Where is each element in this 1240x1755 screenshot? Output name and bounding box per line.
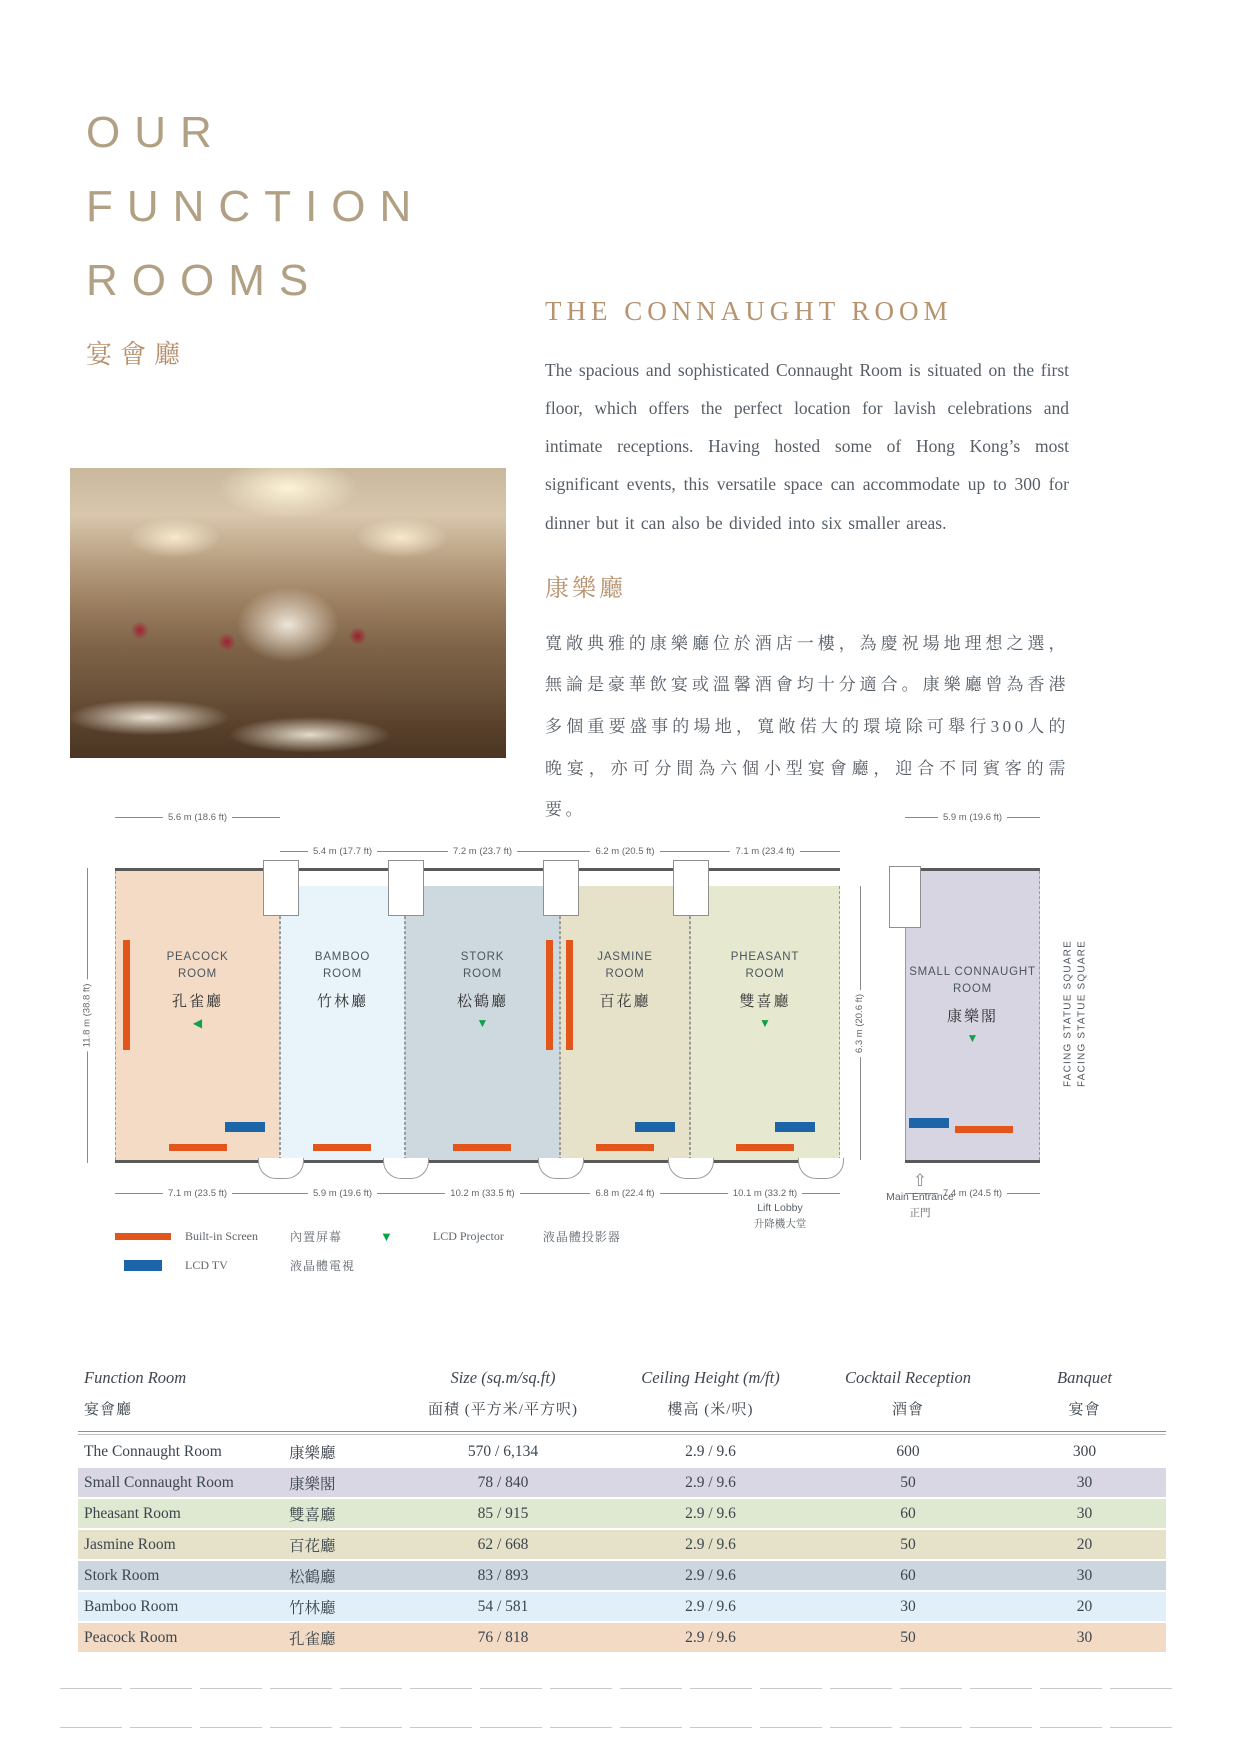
- built-in-screen-marker: [546, 940, 553, 1050]
- room-jasmine-name-zh: 百花廳: [599, 993, 651, 1010]
- banquet-hall-photo: [70, 468, 506, 758]
- table-row: Small Connaught Room 康樂閣 78 / 840 2.9 / 9.6 50 30: [78, 1468, 1166, 1497]
- room-jasmine: [560, 886, 690, 1160]
- lcd-projector-icon: ▼: [476, 1015, 489, 1030]
- dim-top-peacock: 5.6 m (18.6 ft): [115, 812, 280, 823]
- built-in-screen-swatch: [115, 1233, 171, 1240]
- lcd-projector-icon: ▼: [759, 1015, 771, 1030]
- room-stork-name: STORK ROOM: [460, 951, 505, 981]
- dim-bottom-stork: 10.2 m (33.5 ft): [405, 1188, 560, 1199]
- table-row: Pheasant Room 雙喜廳 85 / 915 2.9 / 9.6 60 30: [78, 1499, 1166, 1528]
- wall-bottom-small-connaught: [905, 1160, 1040, 1163]
- room-pheasant-name: PHEASANT ROOM: [730, 951, 800, 981]
- room-pheasant: [690, 886, 840, 1160]
- dim-bottom-jasmine: 6.8 m (22.4 ft): [560, 1188, 690, 1199]
- door-opening: [798, 1158, 844, 1179]
- built-in-screen-marker: [453, 1144, 511, 1151]
- lcd-tv-swatch: [124, 1260, 162, 1271]
- table-row: The Connaught Room 康樂廳 570 / 6,134 2.9 / 9.6 600 300: [78, 1437, 1166, 1466]
- legend-built-in-screen: Built-in Screen 內置屏幕: [115, 1228, 355, 1245]
- legend-projector: ▼ LCD Projector 液晶體投影器: [380, 1229, 621, 1244]
- room-peacock-name: PEACOCK ROOM: [166, 951, 229, 981]
- header-ceiling-height: Ceiling Height (m/ft): [641, 1368, 780, 1387]
- lift-lobby-label: Lift Lobby 升降機大堂: [753, 1202, 807, 1231]
- built-in-screen-marker: [169, 1144, 227, 1151]
- room-small-connaught: [905, 871, 1040, 1160]
- connaught-section: [545, 296, 1069, 831]
- wall-bottom-main: [115, 1160, 840, 1163]
- title-line-3: ROOMS: [86, 256, 323, 305]
- table-row: Jasmine Room 百花廳 62 / 668 2.9 / 9.6 50 20: [78, 1530, 1166, 1559]
- built-in-screen-marker: [955, 1126, 1013, 1133]
- door-pillar: [388, 860, 424, 916]
- section-body-en: The spacious and sophisticated Connaught Room is situated on the first floor, which offers the perfect location for lavish celebrations and intimate receptions. Having hosted some of Hong Kong’s most significant events, this versatile space can accommodate up to 300 for dinner but it can also be divided into six smaller areas.: [545, 360, 1069, 533]
- door-opening: [258, 1158, 304, 1179]
- lcd-tv-marker: [635, 1122, 675, 1132]
- lcd-projector-icon: ▼: [966, 1030, 979, 1045]
- dim-top-pheasant: 7.1 m (23.4 ft): [690, 846, 840, 857]
- footer-rule: [60, 1727, 1180, 1728]
- floor-plan: [75, 800, 1170, 1280]
- door-pillar: [263, 860, 299, 916]
- main-entrance: [865, 1172, 975, 1222]
- dim-top-stork: 7.2 m (23.7 ft): [405, 846, 560, 857]
- built-in-screen-marker: [566, 940, 573, 1050]
- built-in-screen-marker: [596, 1144, 654, 1151]
- dim-top-bamboo: 5.4 m (17.7 ft): [280, 846, 405, 857]
- main-entrance-arrow-icon: ⇧: [912, 1171, 928, 1190]
- lcd-projector-icon: ◀: [192, 1015, 203, 1030]
- lcd-tv-marker: [225, 1122, 265, 1132]
- door-pillar: [673, 860, 709, 916]
- room-small-connaught-name: SMALL CONNAUGHT ROOM: [909, 966, 1036, 996]
- legend: [115, 1228, 355, 1286]
- main-entrance-label: Main Entrance 正門: [886, 1191, 954, 1220]
- table-header-divider: [78, 1431, 1166, 1435]
- dim-bottom-bamboo: 5.9 m (19.6 ft): [280, 1188, 405, 1199]
- room-peacock-name-zh: 孔雀廳: [171, 993, 223, 1010]
- dim-bottom-pheasant: 10.1 m (33.2 ft): [690, 1188, 840, 1199]
- title-line-2: FUNCTION: [86, 182, 426, 231]
- table-header: Function Room 宴會廳 Size (sq.m/sq.ft) 面積 (平方米/平方呎) Ceiling Height (m/ft) 樓高 (米/呎) Cocktail Reception 酒會 Banquet 宴會: [78, 1368, 1166, 1419]
- built-in-screen-marker: [313, 1144, 371, 1151]
- table-row: Peacock Room 孔雀廳 76 / 818 2.9 / 9.6 50 30: [78, 1623, 1166, 1652]
- function-room-table: [78, 1368, 1166, 1652]
- header-cocktail: Cocktail Reception: [845, 1368, 971, 1387]
- built-in-screen-marker: [123, 940, 130, 1050]
- facing-statue-square-label: FACING STATUE SQUARE FACING STATUE SQUARE: [1062, 940, 1087, 1087]
- door-opening: [538, 1158, 584, 1179]
- room-pheasant-name-zh: 雙喜廳: [739, 993, 791, 1010]
- page-title: [86, 96, 425, 371]
- room-bamboo: [280, 886, 405, 1160]
- dim-top-small-connaught: 5.9 m (19.6 ft): [905, 812, 1040, 823]
- room-jasmine-name: JASMINE ROOM: [597, 951, 653, 981]
- section-body-zh: 寬敞典雅的康樂廳位於酒店一樓，為慶祝場地理想之選，無論是豪華飲宴或溫馨酒會均十分適合。康樂廳曾為香港多個重要盛事的場地，寬敞偌大的環境除可舉行300人的晚宴，亦可分間為六個小型宴會廳，迎合不同賓客的需要。: [545, 633, 1069, 820]
- footer-rule: [60, 1688, 1180, 1689]
- room-bamboo-name-zh: 竹林廳: [316, 993, 368, 1010]
- built-in-screen-marker: [736, 1144, 794, 1151]
- title-chinese: 宴會廳: [86, 340, 189, 369]
- header-banquet: Banquet: [1057, 1368, 1112, 1387]
- room-stork-name-zh: 松鶴廳: [456, 993, 508, 1010]
- lcd-projector-swatch: ▼: [380, 1229, 393, 1244]
- dim-bottom-small-connaught: 7.4 m (24.5 ft): [905, 1188, 1040, 1199]
- table-row: Stork Room 松鶴廳 83 / 893 2.9 / 9.6 60 30: [78, 1561, 1166, 1590]
- dim-left: 11.8 m (38.8 ft): [77, 868, 97, 1163]
- table-row: Bamboo Room 竹林廳 54 / 581 2.9 / 9.6 30 20: [78, 1592, 1166, 1621]
- lcd-tv-marker: [775, 1122, 815, 1132]
- room-stork: [405, 886, 560, 1160]
- dim-bottom-peacock: 7.1 m (23.5 ft): [115, 1188, 280, 1199]
- lcd-tv-marker: [909, 1118, 949, 1128]
- title-line-1: OUR: [86, 108, 226, 157]
- dim-top-jasmine: 6.2 m (20.5 ft): [560, 846, 690, 857]
- legend-lcd-tv: LCD TV 液晶體電視: [115, 1257, 355, 1274]
- door-opening: [668, 1158, 714, 1179]
- header-size: Size (sq.m/sq.ft): [450, 1368, 556, 1387]
- door-pillar: [889, 866, 921, 928]
- room-bamboo-name: BAMBOO ROOM: [314, 951, 371, 981]
- door-pillar: [543, 860, 579, 916]
- door-opening: [383, 1158, 429, 1179]
- dim-right: 6.3 m (20.6 ft): [850, 886, 870, 1160]
- room-small-connaught-name-zh: 康樂閣: [946, 1008, 998, 1025]
- room-peacock: [115, 871, 280, 1160]
- section-heading-en: THE CONNAUGHT ROOM: [545, 296, 953, 326]
- header-function-room: Function Room: [84, 1368, 187, 1387]
- section-heading-zh: 康樂廳: [545, 575, 626, 602]
